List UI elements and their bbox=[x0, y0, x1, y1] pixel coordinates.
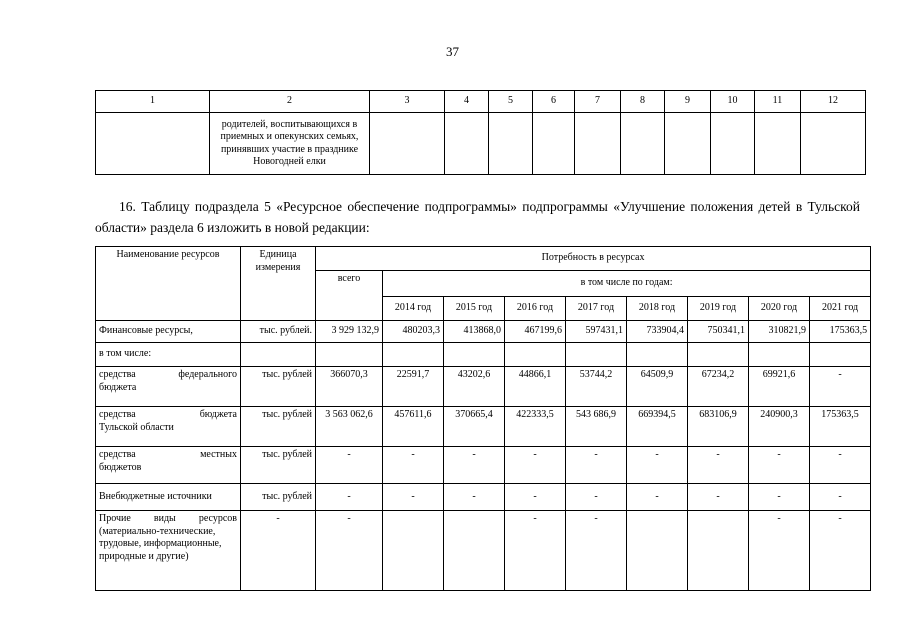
row-value: 543 686,9 bbox=[566, 407, 627, 447]
header-resource-name: Наименование ресурсов bbox=[96, 247, 241, 321]
row-value: 53744,2 bbox=[566, 367, 627, 407]
row-value: - bbox=[627, 447, 688, 484]
row-value: - bbox=[810, 367, 871, 407]
row-value: 44866,1 bbox=[505, 367, 566, 407]
row-value: - bbox=[383, 447, 444, 484]
row-name bbox=[96, 407, 241, 447]
row-name-line: бюджета bbox=[99, 381, 137, 393]
row-total: - bbox=[316, 511, 383, 591]
table-cell bbox=[505, 343, 566, 367]
row-value: - bbox=[566, 511, 627, 591]
row-value bbox=[627, 511, 688, 591]
table-cell bbox=[665, 113, 711, 175]
row-value: - bbox=[810, 447, 871, 484]
column-number: 9 bbox=[665, 91, 711, 113]
row-value: 669394,5 bbox=[627, 407, 688, 447]
row-value: 67234,2 bbox=[688, 367, 749, 407]
row-value: 43202,6 bbox=[444, 367, 505, 407]
column-number: 7 bbox=[575, 91, 621, 113]
table-cell bbox=[96, 113, 210, 175]
year-header: 2018 год bbox=[627, 297, 688, 321]
row-value: 457611,6 bbox=[383, 407, 444, 447]
row-total: 366070,3 bbox=[316, 367, 383, 407]
row-value: - bbox=[810, 511, 871, 591]
header-row bbox=[96, 247, 871, 271]
table-cell bbox=[444, 343, 505, 367]
row-value: 480203,3 bbox=[383, 321, 444, 343]
row-name: Внебюджетные источники bbox=[96, 484, 241, 511]
row-value: - bbox=[810, 484, 871, 511]
row-value: - bbox=[505, 447, 566, 484]
row-name bbox=[96, 511, 241, 591]
column-number-row bbox=[96, 91, 866, 113]
row-value: - bbox=[444, 447, 505, 484]
row-value: - bbox=[383, 484, 444, 511]
row-value: - bbox=[566, 484, 627, 511]
row-name-line: (материально-технические, трудовые, информационные, природные и другие) bbox=[99, 525, 222, 562]
row-unit: тыс. рублей. bbox=[241, 321, 316, 343]
row-value: 413868,0 bbox=[444, 321, 505, 343]
table-cell bbox=[533, 113, 575, 175]
page-number: 37 bbox=[446, 44, 459, 59]
column-number: 4 bbox=[445, 91, 489, 113]
row-value: 422333,5 bbox=[505, 407, 566, 447]
row-unit: тыс. рублей bbox=[241, 367, 316, 407]
row-value: - bbox=[688, 447, 749, 484]
row-value: 22591,7 bbox=[383, 367, 444, 407]
year-header: 2016 год bbox=[505, 297, 566, 321]
column-number: 5 bbox=[489, 91, 533, 113]
row-name-line: бюджетов bbox=[99, 461, 142, 473]
table-cell bbox=[621, 113, 665, 175]
table-cell bbox=[627, 343, 688, 367]
table-row bbox=[96, 484, 871, 511]
row-name-line: Тульской области bbox=[99, 421, 174, 433]
row-unit: тыс. рублей bbox=[241, 447, 316, 484]
row-value: 733904,4 bbox=[627, 321, 688, 343]
table-row bbox=[96, 321, 871, 343]
row-value: - bbox=[749, 511, 810, 591]
row-description: родителей, воспитывающихся в приемных и опекунских семьях, принявших участие в празднике Новогодней елки bbox=[210, 113, 370, 175]
row-total: 3 563 062,6 bbox=[316, 407, 383, 447]
header-unit: Единица измерения bbox=[241, 247, 316, 321]
continuation-table bbox=[95, 90, 866, 175]
row-total: - bbox=[316, 484, 383, 511]
resource-table bbox=[95, 246, 871, 591]
row-total: 3 929 132,9 bbox=[316, 321, 383, 343]
row-value: 240900,3 bbox=[749, 407, 810, 447]
column-number: 2 bbox=[210, 91, 370, 113]
table-cell bbox=[445, 113, 489, 175]
header-by-years: в том числе по годам: bbox=[383, 271, 871, 297]
row-name-line: средства федерального bbox=[99, 369, 237, 380]
row-value bbox=[444, 511, 505, 591]
row-value: 467199,6 bbox=[505, 321, 566, 343]
table-cell bbox=[688, 343, 749, 367]
row-value: - bbox=[749, 447, 810, 484]
row-name-line: средства бюджета bbox=[99, 409, 237, 420]
table-cell bbox=[316, 343, 383, 367]
table-row bbox=[96, 113, 866, 175]
column-number: 6 bbox=[533, 91, 575, 113]
row-name bbox=[96, 367, 241, 407]
row-value: - bbox=[444, 484, 505, 511]
year-header: 2020 год bbox=[749, 297, 810, 321]
year-header: 2015 год bbox=[444, 297, 505, 321]
row-value: - bbox=[566, 447, 627, 484]
year-header: 2017 год bbox=[566, 297, 627, 321]
table-cell bbox=[566, 343, 627, 367]
row-unit: - bbox=[241, 511, 316, 591]
table-cell bbox=[711, 113, 755, 175]
row-value: 750341,1 bbox=[688, 321, 749, 343]
row-value: - bbox=[688, 484, 749, 511]
table-cell bbox=[489, 113, 533, 175]
row-name-line: средства местных bbox=[99, 449, 237, 460]
row-name bbox=[96, 447, 241, 484]
row-value: - bbox=[505, 511, 566, 591]
column-number: 11 bbox=[755, 91, 801, 113]
row-value bbox=[688, 511, 749, 591]
table-cell bbox=[810, 343, 871, 367]
table-row bbox=[96, 343, 871, 367]
column-number: 12 bbox=[801, 91, 866, 113]
column-number: 10 bbox=[711, 91, 755, 113]
row-value: - bbox=[749, 484, 810, 511]
table-cell bbox=[383, 343, 444, 367]
row-value: 175363,5 bbox=[810, 321, 871, 343]
row-value: 310821,9 bbox=[749, 321, 810, 343]
row-name-line: Прочие виды ресурсов bbox=[99, 513, 237, 524]
column-number: 8 bbox=[621, 91, 665, 113]
paragraph-16: 16. Таблицу подраздела 5 «Ресурсное обеспечение подпрограммы» подпрограммы «Улучшение положения детей в Тульской области» раздела 6 изложить в новой редакции: bbox=[95, 199, 860, 235]
row-unit: тыс. рублей bbox=[241, 484, 316, 511]
row-name: Финансовые ресурсы, bbox=[96, 321, 241, 343]
table-row bbox=[96, 407, 871, 447]
row-total: - bbox=[316, 447, 383, 484]
row-value: 64509,9 bbox=[627, 367, 688, 407]
table-cell bbox=[241, 343, 316, 367]
year-header: 2019 год bbox=[688, 297, 749, 321]
header-need: Потребность в ресурсах bbox=[316, 247, 871, 271]
table-cell bbox=[755, 113, 801, 175]
table-cell bbox=[749, 343, 810, 367]
table-cell bbox=[801, 113, 866, 175]
table-cell bbox=[575, 113, 621, 175]
column-number: 1 bbox=[96, 91, 210, 113]
year-header: 2021 год bbox=[810, 297, 871, 321]
table-row bbox=[96, 447, 871, 484]
row-value: 597431,1 bbox=[566, 321, 627, 343]
row-value: 69921,6 bbox=[749, 367, 810, 407]
row-value: - bbox=[627, 484, 688, 511]
table-row bbox=[96, 511, 871, 591]
row-value: 175363,5 bbox=[810, 407, 871, 447]
row-value bbox=[383, 511, 444, 591]
table-cell bbox=[370, 113, 445, 175]
row-value: 370665,4 bbox=[444, 407, 505, 447]
row-value: 683106,9 bbox=[688, 407, 749, 447]
row-unit: тыс. рублей bbox=[241, 407, 316, 447]
year-header: 2014 год bbox=[383, 297, 444, 321]
column-number: 3 bbox=[370, 91, 445, 113]
row-value: - bbox=[505, 484, 566, 511]
header-total: всего bbox=[316, 271, 383, 321]
row-name: в том числе: bbox=[96, 343, 241, 367]
table-row bbox=[96, 367, 871, 407]
